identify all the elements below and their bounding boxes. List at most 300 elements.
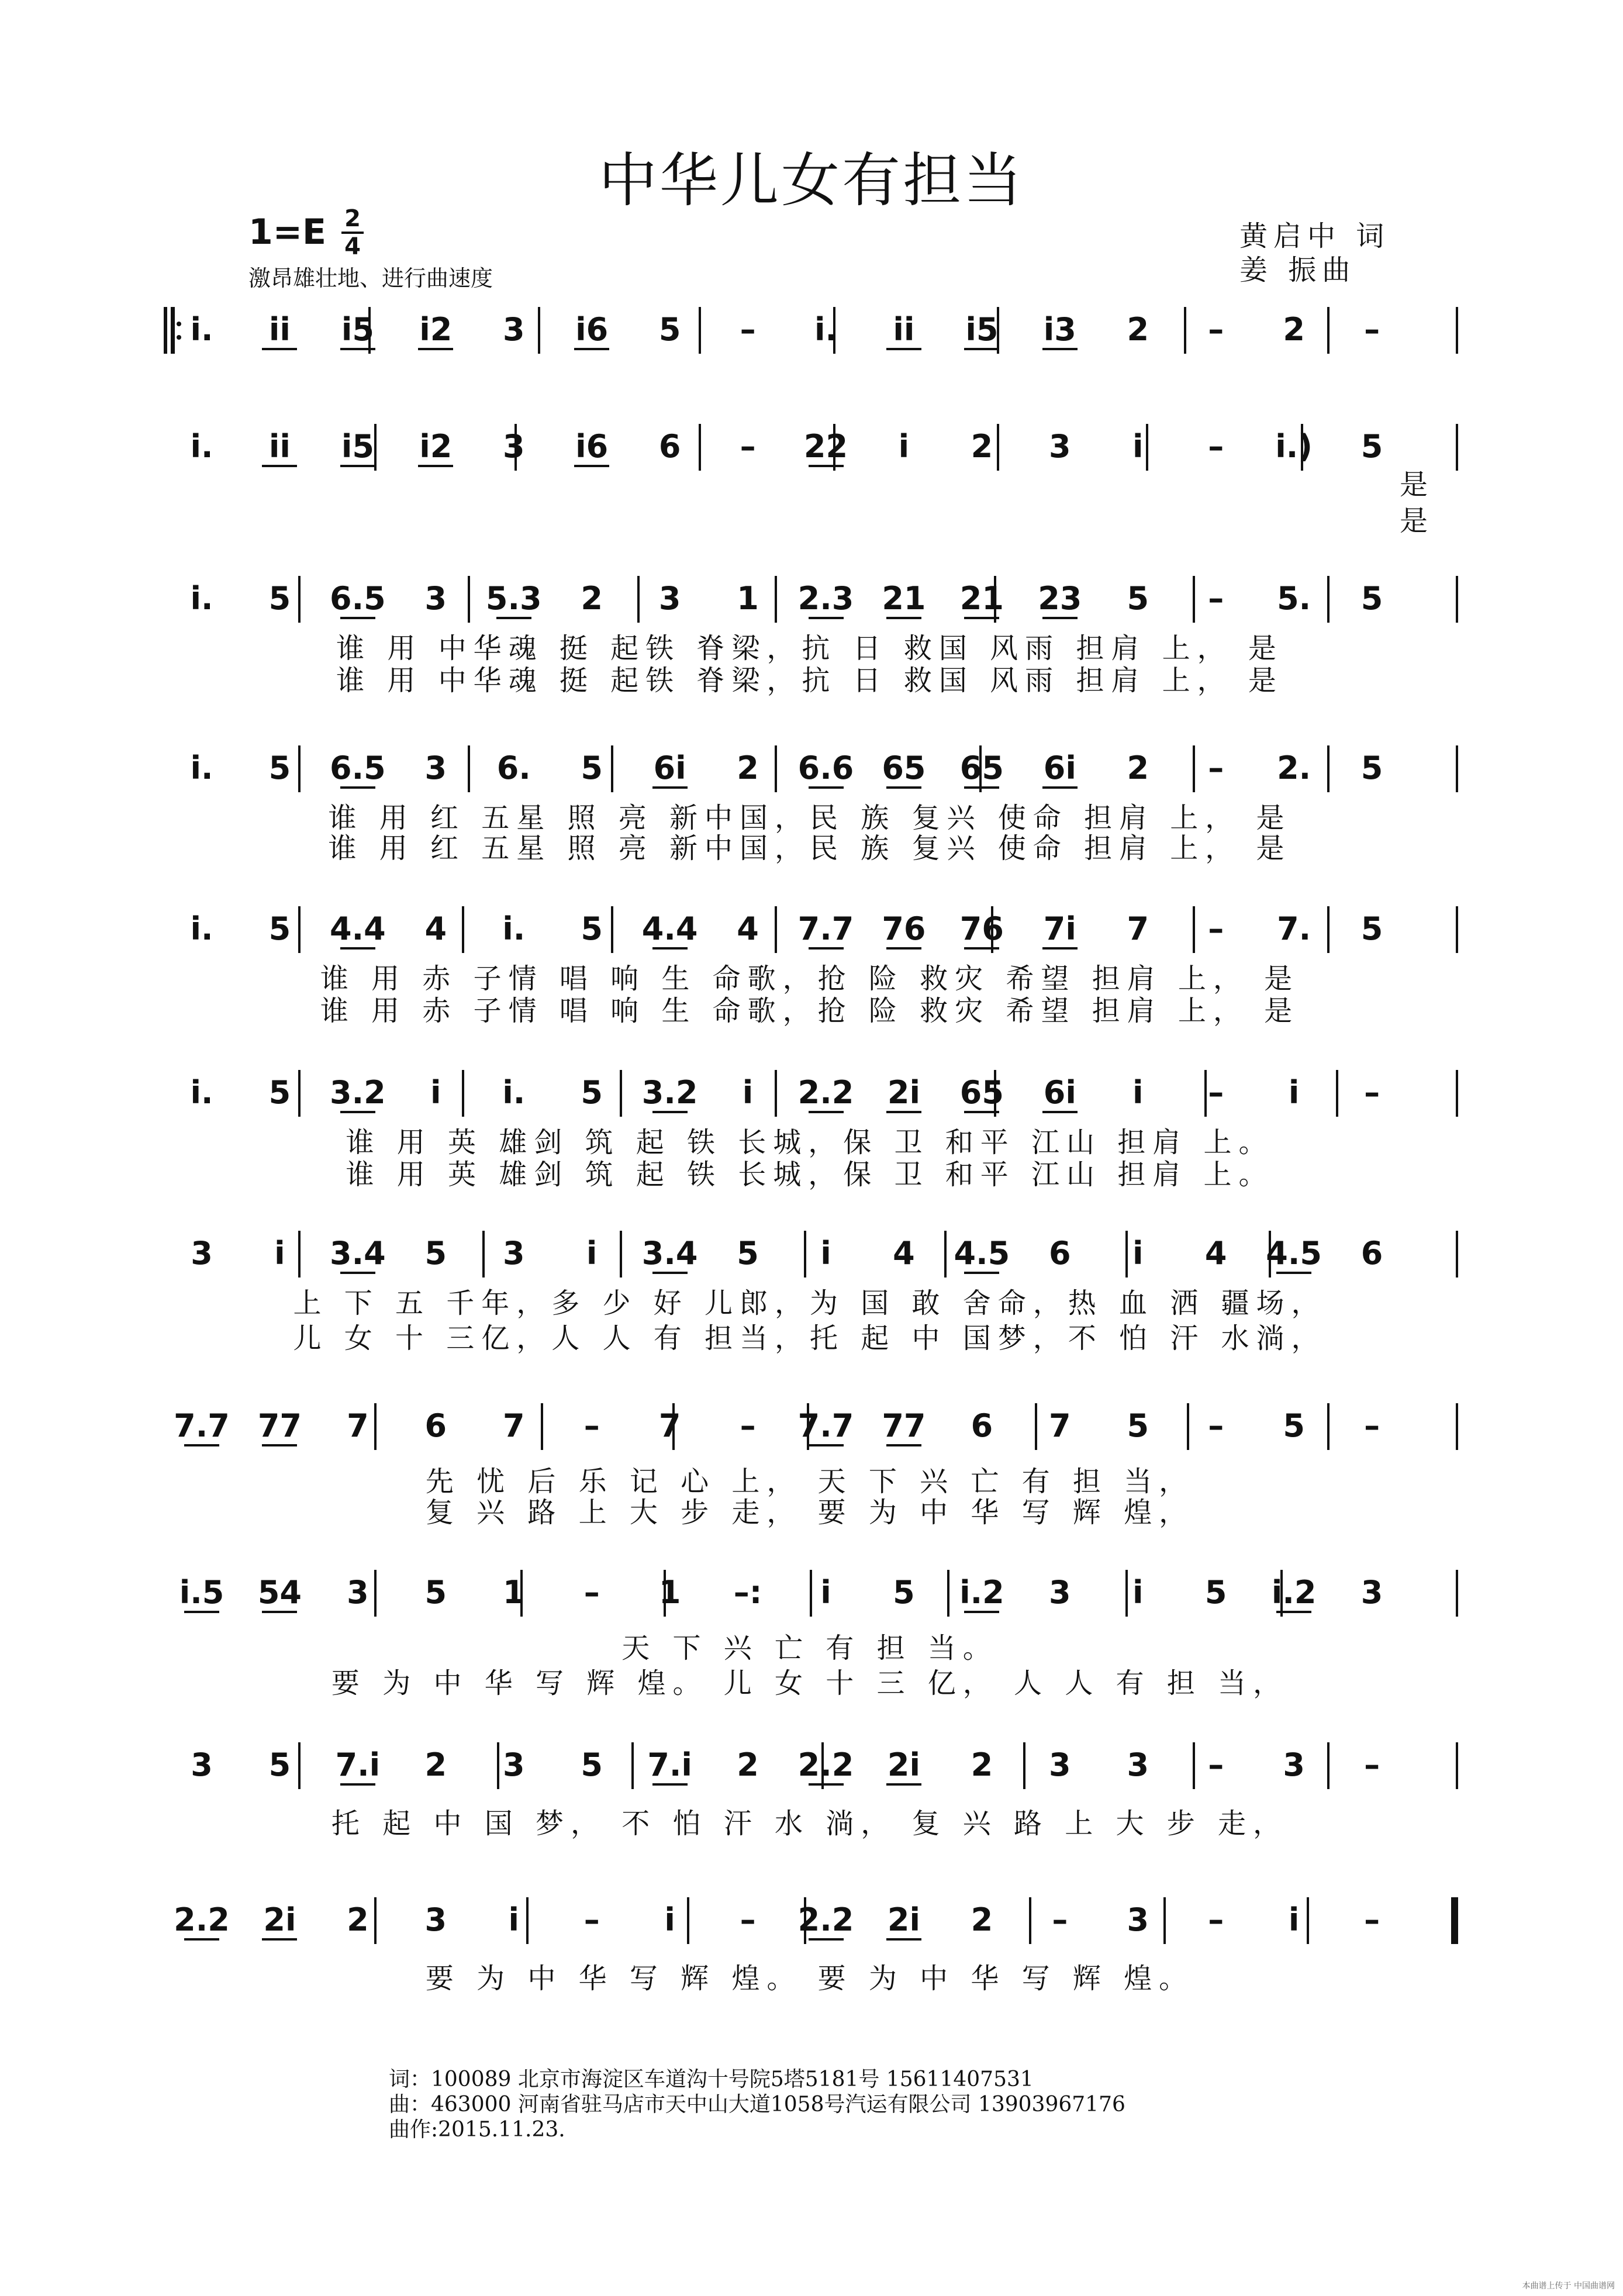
note: 1	[737, 580, 759, 617]
note: 2	[1127, 311, 1149, 348]
note: 5	[424, 1235, 447, 1272]
note: –	[1208, 580, 1224, 617]
note: 3	[191, 1235, 213, 1272]
lyric-text: 谁 用 红 五星 照 亮 新中国，民 族 复兴 使命 担肩 上， 是	[328, 802, 1292, 834]
note: 21	[882, 580, 926, 617]
note: 4	[737, 910, 759, 947]
bar-line	[298, 1070, 301, 1117]
note: 2.	[1277, 750, 1311, 786]
note: i	[664, 1901, 675, 1938]
duration-underline	[418, 348, 453, 350]
lyric-line	[0, 1280, 1623, 1320]
note: 54	[257, 1574, 302, 1611]
note: 76	[959, 910, 1004, 947]
note: 2	[737, 1746, 759, 1783]
bar-line	[1193, 906, 1195, 953]
note: i6	[575, 311, 609, 348]
note: i.5	[179, 1574, 225, 1611]
bar-line	[298, 745, 301, 792]
duration-underline	[1042, 617, 1078, 619]
note: 7.7	[797, 1407, 854, 1444]
lyric-text: 上 下 五 千年，多 少 好 儿郎，为 国 敢 舍命，热 血 洒 疆场，	[293, 1287, 1327, 1320]
lyric-text: 谁 用 红 五星 照 亮 新中国，民 族 复兴 使命 担肩 上， 是	[328, 832, 1292, 865]
note: 7.i	[647, 1746, 692, 1783]
bar-line	[1193, 576, 1195, 623]
duration-underline	[886, 348, 921, 350]
note: 4.5	[954, 1235, 1010, 1272]
note: 6.6	[797, 750, 854, 786]
bar-line	[172, 307, 175, 354]
time-signature	[339, 206, 366, 260]
note: 77	[257, 1407, 302, 1444]
note: i	[1288, 1074, 1300, 1111]
note: –	[1364, 1901, 1380, 1938]
bar-line	[637, 576, 640, 623]
note: 5	[581, 910, 603, 947]
note: i2	[419, 428, 453, 465]
note: 3.2	[641, 1074, 698, 1111]
lyric-text: 谁 用 赤 子情 唱 响 生 命歌，抢 险 救灾 希望 担肩 上， 是	[320, 995, 1300, 1027]
bar-line	[1125, 1570, 1128, 1617]
note: 7	[1049, 1407, 1071, 1444]
duration-underline	[964, 348, 999, 350]
note: 2.2	[797, 1074, 854, 1111]
note: 3	[658, 580, 681, 617]
bar-line	[298, 1231, 301, 1278]
bar-line	[1035, 1403, 1037, 1450]
duration-underline	[340, 1272, 375, 1274]
note: 7	[1127, 910, 1149, 947]
note: 3.4	[330, 1235, 386, 1272]
note: 6	[424, 1407, 447, 1444]
lyric-text: 先 忧 后 乐 记 心 上， 天 下 兴 亡 有 担 当，	[425, 1465, 1194, 1498]
note: i.	[814, 311, 838, 348]
note: 4	[1204, 1235, 1227, 1272]
bar-line	[699, 307, 701, 354]
bar-line	[1327, 307, 1330, 354]
duration-underline	[886, 1783, 921, 1786]
note: 2.2	[797, 1746, 854, 1783]
note: i.	[190, 910, 213, 947]
note: 5	[1360, 580, 1383, 617]
lyric-line	[0, 462, 1623, 501]
note: i.2	[1271, 1574, 1317, 1611]
note: 2	[971, 1901, 993, 1938]
lyric-line	[0, 1120, 1623, 1159]
duration-underline	[184, 1611, 219, 1613]
note: ii	[268, 428, 291, 465]
note: 2i	[263, 1901, 296, 1938]
duration-underline	[1042, 1111, 1078, 1113]
bar-line	[538, 307, 540, 354]
note: 5	[1360, 428, 1383, 465]
note: –	[740, 1901, 756, 1938]
note: i	[742, 1074, 754, 1111]
note: 2	[971, 1746, 993, 1783]
note: 3.2	[330, 1074, 386, 1111]
duration-underline	[574, 348, 609, 350]
note: 5	[893, 1574, 915, 1611]
bar-line	[775, 906, 777, 953]
bar-line	[1456, 906, 1458, 953]
note: 3	[502, 1235, 525, 1272]
note: 5	[1360, 750, 1383, 786]
lyric-line	[0, 1152, 1623, 1191]
duration-underline	[340, 348, 375, 350]
note: 5	[268, 910, 291, 947]
lyric-text: 儿 女 十 三亿，人 人 有 担当，托 起 中 国梦，不 怕 汗 水淌，	[293, 1322, 1327, 1355]
note: 6	[1360, 1235, 1383, 1272]
duration-underline	[184, 1444, 219, 1446]
bar-line	[1023, 1742, 1025, 1789]
note: i	[898, 428, 910, 465]
bar-line	[1456, 1231, 1458, 1278]
note: 3	[502, 428, 525, 465]
duration-underline	[964, 1111, 999, 1113]
bar-line	[944, 1231, 947, 1278]
note: –	[583, 1574, 600, 1611]
bar-line	[1456, 1070, 1458, 1117]
duration-underline	[262, 1938, 297, 1941]
note: i	[1288, 1901, 1300, 1938]
note: 2	[1283, 311, 1305, 348]
note: i2	[419, 311, 453, 348]
note: 3	[1127, 1746, 1149, 1783]
lyric-line	[0, 826, 1623, 865]
duration-underline	[262, 1444, 297, 1446]
lyric-line	[0, 1490, 1623, 1529]
note: –	[1208, 1407, 1224, 1444]
lyric-line	[0, 1660, 1623, 1700]
note: 2	[1127, 750, 1149, 786]
composer-credit: 姜 振曲	[1239, 254, 1356, 286]
note: i.	[502, 1074, 526, 1111]
note: 6.5	[330, 750, 386, 786]
note: i.	[190, 1074, 213, 1111]
lyric-line	[0, 795, 1623, 834]
duration-underline	[964, 947, 999, 950]
duration-underline	[1042, 947, 1078, 950]
bar-line	[1029, 1897, 1031, 1944]
note: 3	[424, 1901, 447, 1938]
bar-line	[611, 906, 613, 953]
note: i6	[575, 428, 609, 465]
song-title: 中华儿女有担当	[599, 146, 1024, 215]
duration-underline	[809, 1444, 844, 1446]
note: 5	[581, 1746, 603, 1783]
note: 1	[658, 1574, 681, 1611]
bar-line	[1187, 1403, 1189, 1450]
note: 6	[658, 428, 681, 465]
lyric-text: 谁 用 中华魂 挺 起铁 脊梁，抗 日 救国 风雨 担肩 上， 是	[336, 632, 1283, 665]
lyric-line	[0, 1625, 1623, 1665]
note: i	[508, 1901, 520, 1938]
footer-composer-address: 曲：463000 河南省驻马店市天中山大道1058号汽运有限公司 13903967176	[389, 2093, 1125, 2117]
note: 2	[581, 580, 603, 617]
note: 2.3	[797, 580, 854, 617]
note: 6	[1049, 1235, 1071, 1272]
note: –	[583, 1901, 600, 1938]
bar-line	[1327, 906, 1330, 953]
note: i.2	[959, 1574, 1004, 1611]
key-signature: 1=E	[248, 212, 327, 253]
note: –	[1364, 1746, 1380, 1783]
note: 7.i	[335, 1746, 381, 1783]
note: i	[1132, 1235, 1144, 1272]
bar-line	[1204, 1070, 1207, 1117]
bar-line	[1163, 1897, 1166, 1944]
note: 4	[893, 1235, 915, 1272]
note: 5	[1360, 910, 1383, 947]
note: 65	[959, 750, 1004, 786]
lyric-line	[0, 626, 1623, 665]
note: 2	[424, 1746, 447, 1783]
note: 22	[803, 428, 848, 465]
footer-composed-date: 曲作:2015.11.23.	[389, 2118, 565, 2142]
bar-line	[804, 1231, 806, 1278]
duration-underline	[652, 1272, 688, 1274]
bar-line	[1327, 576, 1330, 623]
time-signature-bottom: 4	[344, 233, 361, 260]
note: i	[1132, 428, 1144, 465]
note: i	[820, 1574, 831, 1611]
note: i.	[190, 750, 213, 786]
note: 2i	[887, 1074, 920, 1111]
duration-underline	[340, 617, 375, 619]
duration-underline	[964, 617, 999, 619]
note: 5	[268, 750, 291, 786]
note: 6i	[653, 750, 686, 786]
note: 23	[1038, 580, 1082, 617]
bar-line	[1327, 745, 1330, 792]
note: 4.4	[330, 910, 386, 947]
note: 5	[581, 1074, 603, 1111]
bar-line	[611, 745, 613, 792]
bar-line	[482, 1231, 485, 1278]
note: 3	[1127, 1901, 1149, 1938]
note: 4.5	[1266, 1235, 1322, 1272]
tempo-marking: 激昂雄壮地、进行曲速度	[248, 265, 493, 291]
bar-line	[1327, 1403, 1330, 1450]
note: 65	[882, 750, 926, 786]
note: i.	[502, 910, 526, 947]
duration-underline	[886, 617, 921, 619]
note: 2	[737, 750, 759, 786]
note: –	[1208, 428, 1224, 465]
note: –	[740, 1407, 756, 1444]
bar-line	[1125, 1231, 1128, 1278]
note: 3	[191, 1746, 213, 1783]
note: 5	[581, 750, 603, 786]
note: –	[1208, 1746, 1224, 1783]
bar-line	[1336, 1070, 1338, 1117]
lyricist-credit: 黄启中 词	[1239, 220, 1390, 253]
note: 2	[347, 1901, 369, 1938]
duration-underline	[964, 786, 999, 789]
lyric-text: 复 兴 路 上 大 步 走， 要 为 中 华 写 辉 煌，	[425, 1496, 1194, 1529]
lyric-text: 是	[1399, 468, 1428, 501]
duration-underline	[886, 786, 921, 789]
note: 5	[1127, 580, 1149, 617]
note: 7.	[1277, 910, 1311, 947]
footer-lyricist-address: 词：100089 北京市海淀区车道沟十号院5塔5181号 15611407531	[389, 2067, 1034, 2091]
duration-underline	[1042, 348, 1078, 350]
note: 4	[424, 910, 447, 947]
score-system	[0, 295, 1623, 389]
bar-line	[374, 1897, 377, 1944]
note: 5.3	[485, 580, 542, 617]
note: 3	[1360, 1574, 1383, 1611]
note: i3	[1043, 311, 1076, 348]
time-signature-top: 2	[344, 205, 361, 232]
bar-line	[687, 1897, 689, 1944]
note: –	[740, 428, 756, 465]
note: 2.2	[797, 1901, 854, 1938]
note: 5	[268, 1074, 291, 1111]
bar-line	[775, 745, 777, 792]
bar-line	[1307, 1897, 1309, 1944]
duration-underline	[496, 617, 531, 619]
bar-line	[1456, 576, 1458, 623]
note: 4.4	[641, 910, 698, 947]
note: 2i	[887, 1901, 920, 1938]
duration-underline	[652, 1783, 688, 1786]
bar-line	[298, 576, 301, 623]
duration-underline	[340, 1783, 375, 1786]
note: 2	[971, 428, 993, 465]
note: 5	[1204, 1574, 1227, 1611]
note: 3	[1283, 1746, 1305, 1783]
final-bar-line	[1451, 1897, 1457, 1944]
note: 76	[882, 910, 926, 947]
note: 7.7	[174, 1407, 230, 1444]
bar-line	[374, 1570, 377, 1617]
duration-underline	[262, 348, 297, 350]
duration-underline	[809, 947, 844, 950]
note: 5	[268, 1746, 291, 1783]
note: 3	[1049, 428, 1071, 465]
duration-underline	[886, 1111, 921, 1113]
note: 3	[424, 750, 447, 786]
bar-line	[1456, 1570, 1458, 1617]
note: –	[1208, 311, 1224, 348]
bar-line	[468, 576, 470, 623]
lyric-line	[0, 1956, 1623, 1995]
duration-underline	[652, 947, 688, 950]
note: 6.	[496, 750, 531, 786]
duration-underline	[886, 947, 921, 950]
bar-line	[541, 1403, 543, 1450]
lyric-text: 谁 用 中华魂 挺 起铁 脊梁，抗 日 救国 风雨 担肩 上， 是	[336, 664, 1283, 697]
bar-line	[1193, 745, 1195, 792]
lyric-text: 托 起 中 国 梦， 不 怕 汗 水 淌， 复 兴 路 上 大 步 走，	[331, 1807, 1289, 1840]
duration-underline	[340, 786, 375, 789]
note: 3	[502, 311, 525, 348]
lyric-text: 是	[1399, 505, 1428, 537]
duration-underline	[340, 947, 375, 950]
duration-underline	[652, 1111, 688, 1113]
note: 5	[1283, 1407, 1305, 1444]
duration-underline	[886, 1444, 921, 1446]
note: i.)	[1275, 428, 1313, 465]
duration-underline	[964, 1611, 999, 1613]
duration-underline	[809, 1111, 844, 1113]
lyric-text: 谁 用 英 雄剑 筑 起 铁 长城，保 卫 和平 江山 担肩 上。	[346, 1158, 1274, 1191]
duration-underline	[262, 1611, 297, 1613]
note: 3	[1049, 1746, 1071, 1783]
note: i.	[190, 311, 213, 348]
lyric-line	[0, 1801, 1623, 1840]
note: 5	[658, 311, 681, 348]
note: i.	[190, 580, 213, 617]
note: 3	[424, 580, 447, 617]
note: i5	[341, 428, 374, 465]
note: 5.	[1277, 580, 1311, 617]
note: i	[820, 1235, 831, 1272]
lyric-line	[0, 956, 1623, 995]
lyric-line	[0, 1459, 1623, 1498]
bar-line	[1456, 307, 1458, 354]
note: 3	[1049, 1574, 1071, 1611]
bar-line	[462, 906, 464, 953]
note: 7	[502, 1407, 525, 1444]
note: –	[740, 311, 756, 348]
note: 7.7	[797, 910, 854, 947]
duration-underline	[964, 1272, 999, 1274]
note: –	[1208, 910, 1224, 947]
note: i5	[965, 311, 999, 348]
lyric-line	[0, 1316, 1623, 1355]
duration-underline	[184, 1938, 219, 1941]
duration-underline	[340, 1111, 375, 1113]
note: –	[1208, 1901, 1224, 1938]
lyric-text: 谁 用 赤 子情 唱 响 生 命歌，抢 险 救灾 希望 担肩 上， 是	[320, 962, 1300, 995]
bar-line	[1456, 1403, 1458, 1450]
note: 7	[347, 1407, 369, 1444]
duration-underline	[809, 786, 844, 789]
duration-underline	[809, 1938, 844, 1941]
bar-line	[947, 1570, 949, 1617]
note: i	[274, 1235, 285, 1272]
note: 3.4	[641, 1235, 698, 1272]
note: –	[1208, 750, 1224, 786]
bar-line	[298, 1742, 301, 1789]
note: 77	[882, 1407, 926, 1444]
note: 6.5	[330, 580, 386, 617]
note: 6i	[1043, 750, 1076, 786]
lyric-line	[0, 498, 1623, 537]
bar-line	[631, 1742, 634, 1789]
note: ii	[893, 311, 915, 348]
note: i.	[190, 428, 213, 465]
note: 65	[959, 1074, 1004, 1111]
note: 3	[502, 1746, 525, 1783]
note: i5	[341, 311, 374, 348]
note: –	[1364, 1407, 1380, 1444]
note: 5	[1127, 1407, 1149, 1444]
bar-line	[1456, 745, 1458, 792]
bar-line	[462, 1070, 464, 1117]
note: 3	[347, 1574, 369, 1611]
note: 6	[971, 1407, 993, 1444]
lyric-line	[0, 988, 1623, 1027]
bar-line	[497, 1742, 499, 1789]
bar-line	[1456, 1742, 1458, 1789]
duration-underline	[886, 1938, 921, 1941]
note: i	[586, 1235, 598, 1272]
footer-info	[389, 2067, 1125, 2142]
note: 5	[737, 1235, 759, 1272]
